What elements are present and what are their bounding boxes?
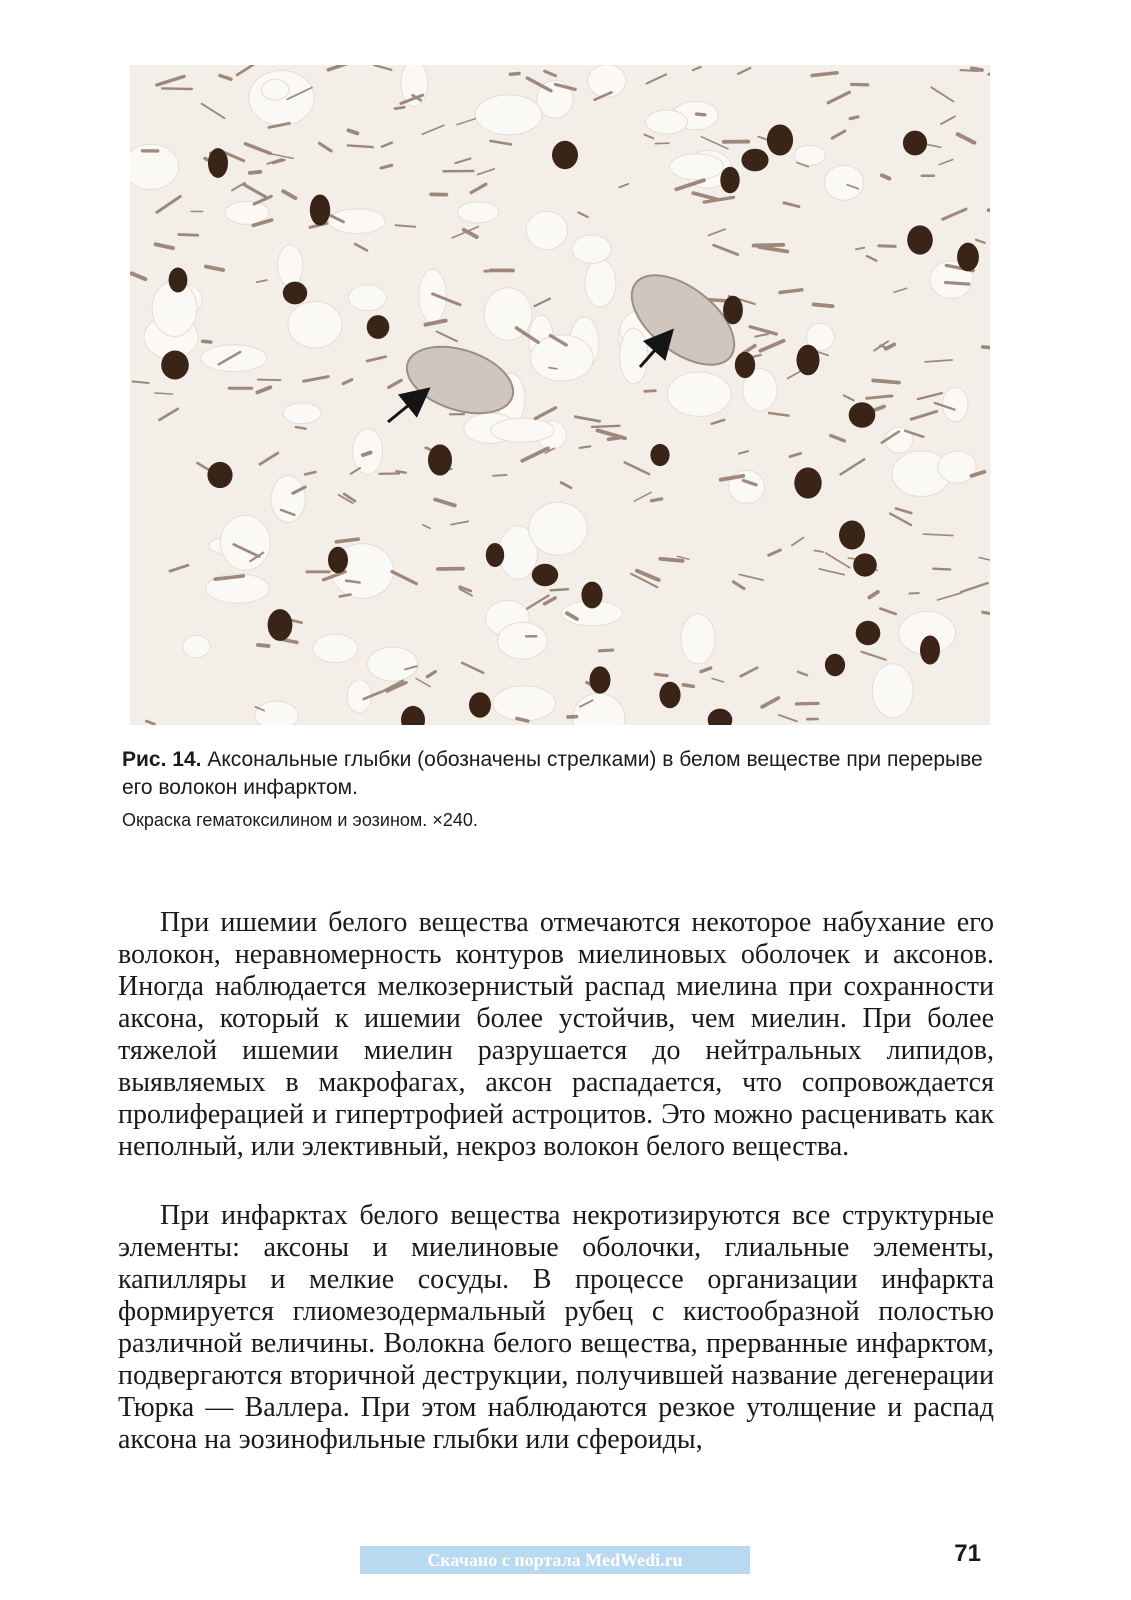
vacuole xyxy=(585,259,616,307)
figure-caption xyxy=(122,746,1002,802)
vacuole xyxy=(794,145,825,165)
fiber-fragment xyxy=(814,304,833,306)
vacuole xyxy=(942,388,968,422)
cell-nucleus xyxy=(903,131,927,156)
page-number: 71 xyxy=(954,1540,981,1567)
vacuole xyxy=(588,65,626,97)
cell-nucleus xyxy=(741,149,768,172)
cell-nucleus xyxy=(268,609,293,641)
cell-nucleus xyxy=(208,148,228,178)
cell-nucleus xyxy=(169,268,188,293)
fiber-fragment xyxy=(296,427,306,429)
fiber-fragment xyxy=(592,426,620,427)
fiber-fragment xyxy=(203,341,211,342)
cell-nucleus xyxy=(581,582,602,609)
fiber-fragment xyxy=(363,453,371,456)
cell-nucleus xyxy=(720,167,739,194)
vacuole xyxy=(491,418,555,442)
vacuole xyxy=(572,235,611,263)
figure-caption-text: Аксональные глыбки (обозначены стрелками) в белом веществе при перерыве его волокон инфарктом. xyxy=(122,748,983,799)
vacuole xyxy=(271,476,305,523)
body-paragraph: При инфарктах белого вещества некротизируются все структурные элементы: аксоны и миелиновые оболочки, глиальные элементы, капилляры и мелкие сосуды. В процессе организации инфаркта формируется глиомезодермальный рубец с кистообразной полостью различной величины. Волокна белого вещества, прерванные инфарктом, подвергаются вторичной деструкции, получившей название дегенерации Тюрка — Валлера. При этом наблюдаются резкое утолщение и распад аксона на эозинофильные глыбки или сфероиды, xyxy=(118,1200,994,1455)
cell-nucleus xyxy=(723,296,743,325)
fiber-fragment xyxy=(510,74,519,75)
vacuole xyxy=(261,79,289,100)
vacuole xyxy=(681,614,715,664)
fiber-fragment xyxy=(155,393,173,394)
fiber-fragment xyxy=(797,703,819,704)
fiber-fragment xyxy=(651,499,661,501)
fiber-fragment xyxy=(645,391,656,392)
vacuole xyxy=(283,403,321,424)
vacuole xyxy=(667,372,731,416)
fiber-fragment xyxy=(660,559,682,561)
cell-nucleus xyxy=(957,243,979,272)
vacuole xyxy=(183,635,211,657)
fiber-fragment xyxy=(250,172,260,173)
cell-nucleus xyxy=(469,692,491,717)
vacuole xyxy=(493,686,556,721)
fiber-fragment xyxy=(850,117,858,119)
vacuole xyxy=(526,211,568,249)
cell-nucleus xyxy=(310,195,330,226)
vacuole xyxy=(458,202,499,223)
histology-micrograph xyxy=(130,65,990,725)
fiber-fragment xyxy=(346,581,360,583)
cell-nucleus xyxy=(907,225,933,254)
cell-nucleus xyxy=(428,444,452,475)
cell-nucleus xyxy=(767,125,793,156)
fiber-fragment xyxy=(873,380,899,382)
vacuole xyxy=(368,647,418,681)
cell-nucleus xyxy=(207,462,232,488)
fiber-fragment xyxy=(754,245,784,246)
vacuole xyxy=(329,209,386,234)
fiber-fragment xyxy=(179,235,198,236)
figure-label: Рис. 14. xyxy=(122,748,202,771)
cell-nucleus xyxy=(849,402,876,427)
cell-nucleus xyxy=(794,468,821,499)
fiber-fragment xyxy=(551,589,568,590)
fiber-fragment xyxy=(162,88,192,89)
fiber-fragment xyxy=(395,107,404,108)
cell-nucleus xyxy=(650,444,669,466)
vacuole xyxy=(288,301,342,348)
fiber-fragment xyxy=(683,685,693,687)
fiber-fragment xyxy=(258,380,280,381)
fiber-fragment xyxy=(599,650,612,651)
vacuole xyxy=(872,664,913,718)
vacuole xyxy=(201,345,267,372)
cell-nucleus xyxy=(825,654,845,676)
vacuole xyxy=(529,502,588,555)
cell-nucleus xyxy=(590,666,611,693)
vacuole xyxy=(419,269,447,322)
watermark-banner: Скачано с портала MedWedi.ru xyxy=(360,1546,750,1574)
fiber-fragment xyxy=(946,283,969,285)
vacuole xyxy=(278,245,303,287)
vacuole xyxy=(353,429,383,475)
cell-nucleus xyxy=(161,351,189,380)
vacuole xyxy=(646,110,688,134)
fiber-fragment xyxy=(933,569,950,570)
vacuole xyxy=(729,470,765,503)
cell-nucleus xyxy=(856,621,881,645)
vacuole xyxy=(498,622,548,659)
vacuole xyxy=(475,95,542,135)
vacuole xyxy=(313,634,358,662)
cell-nucleus xyxy=(552,141,578,169)
body-paragraph: При ишемии белого вещества отмечаются некоторое набухание его волокон, неравномерность контуров миелиновых оболочек и аксонов. Иногда наблюдается мелкозернистый распад миелина при сохранности аксона, который к ишемии более устойчив, чем миелин. При более тяжелой ишемии миелин разрушается до нейтральных липидов, выявляемых в макрофагах, аксон распадается, что сопровождается пролиферацией и гипертрофией астроцитов. Это можно расценивать как неполный, или элективный, некроз волокон белого вещества. xyxy=(118,907,994,1162)
fiber-fragment xyxy=(655,674,667,676)
vacuole xyxy=(220,515,270,570)
vacuole xyxy=(348,285,386,311)
fiber-fragment xyxy=(549,368,557,369)
cell-nucleus xyxy=(367,315,390,339)
fiber-fragment xyxy=(989,209,990,211)
cell-nucleus xyxy=(532,564,558,586)
cell-nucleus xyxy=(735,352,755,378)
cell-nucleus xyxy=(839,521,865,550)
fiber-fragment xyxy=(852,84,868,85)
vacuole xyxy=(938,451,977,483)
fiber-fragment xyxy=(697,114,705,115)
cell-nucleus xyxy=(328,547,348,574)
cell-nucleus xyxy=(486,543,504,567)
fiber-fragment xyxy=(961,70,978,71)
figure-stain-note: Окраска гематоксилином и эозином. ×240. xyxy=(122,810,478,830)
fiber-fragment xyxy=(348,145,373,147)
vacuole xyxy=(824,165,863,200)
fiber-fragment xyxy=(879,246,895,247)
vacuole xyxy=(255,701,299,725)
cell-nucleus xyxy=(797,345,820,376)
vacuole xyxy=(670,154,724,180)
fiber-fragment xyxy=(493,475,507,476)
vacuole xyxy=(620,328,648,384)
cell-nucleus xyxy=(920,636,940,665)
fiber-fragment xyxy=(258,645,269,646)
cell-nucleus xyxy=(283,282,307,305)
cell-nucleus xyxy=(853,553,877,576)
cell-nucleus xyxy=(659,682,680,708)
